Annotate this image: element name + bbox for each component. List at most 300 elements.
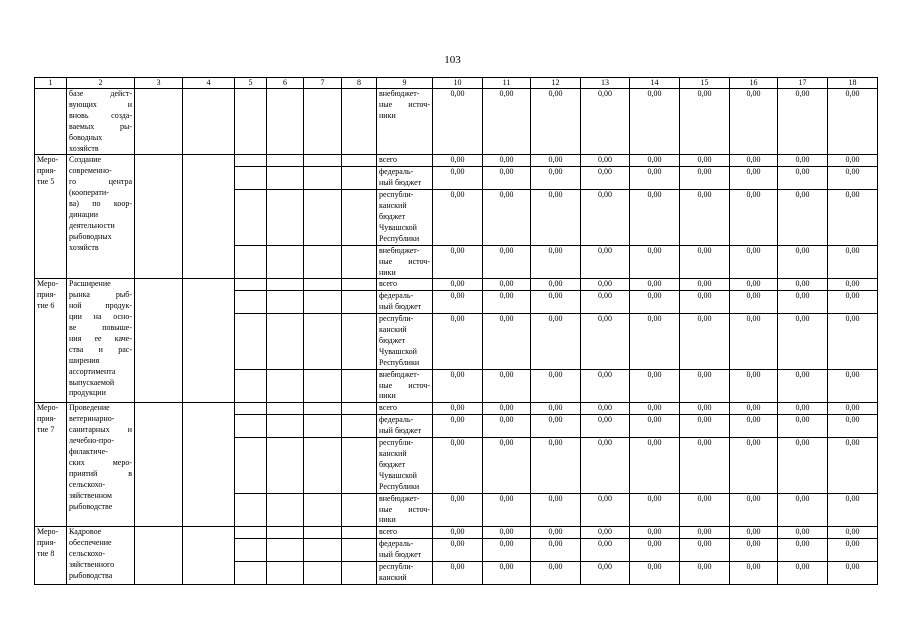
value-cell: 0,00 bbox=[433, 562, 483, 585]
measure-name-line: ния ее каче- bbox=[69, 333, 132, 343]
value-cell: 0,00 bbox=[778, 291, 828, 314]
value-cell: 0,00 bbox=[433, 89, 483, 155]
value-cell: 0,00 bbox=[581, 245, 630, 279]
value-cell: 0,00 bbox=[828, 369, 878, 403]
value-cell: 0,00 bbox=[581, 155, 630, 167]
source-empty-cell bbox=[304, 369, 342, 403]
value-cell: 0,00 bbox=[680, 314, 730, 370]
measure-name-line: ветеринарно- bbox=[69, 414, 115, 424]
source-empty-cell bbox=[304, 415, 342, 438]
value-cell: 0,00 bbox=[630, 527, 680, 539]
source-empty-cell bbox=[304, 190, 342, 246]
value-cell: 0,00 bbox=[730, 562, 778, 585]
source-empty-cell bbox=[267, 539, 304, 562]
col4-empty-cell bbox=[183, 279, 235, 403]
value-cell: 0,00 bbox=[531, 369, 581, 403]
value-cell: 0,00 bbox=[730, 527, 778, 539]
funding-source bbox=[377, 493, 433, 527]
source-empty-cell bbox=[304, 562, 342, 585]
measure-name-line: вновь созда- bbox=[69, 110, 132, 120]
source-empty-cell bbox=[304, 167, 342, 190]
measure-name-line: (кооперати- bbox=[69, 188, 109, 198]
value-cell: 0,00 bbox=[730, 291, 778, 314]
funding-source-line: ные источ- bbox=[379, 256, 430, 266]
value-cell: 0,00 bbox=[531, 539, 581, 562]
source-empty-cell bbox=[342, 155, 377, 167]
value-cell: 0,00 bbox=[433, 403, 483, 415]
measure-name-line: лечебно-про- bbox=[69, 436, 114, 446]
value-cell: 0,00 bbox=[680, 245, 730, 279]
source-empty-cell bbox=[235, 155, 267, 167]
value-cell: 0,00 bbox=[828, 493, 878, 527]
source-empty-cell bbox=[267, 291, 304, 314]
col4-empty-cell bbox=[183, 155, 235, 279]
value-cell: 0,00 bbox=[531, 403, 581, 415]
funding-source-line: всего bbox=[379, 527, 398, 537]
column-number: 6 bbox=[267, 78, 304, 89]
value-cell: 0,00 bbox=[778, 245, 828, 279]
measure-name-line: деятельности bbox=[69, 220, 115, 230]
measure-name-line: хозяйств bbox=[69, 143, 99, 153]
value-cell: 0,00 bbox=[778, 369, 828, 403]
funding-source-line: федераль- bbox=[379, 415, 414, 425]
column-number: 5 bbox=[235, 78, 267, 89]
funding-source-line: Чувашской bbox=[379, 346, 417, 356]
value-cell: 0,00 bbox=[778, 562, 828, 585]
source-empty-cell bbox=[304, 314, 342, 370]
value-cell: 0,00 bbox=[730, 539, 778, 562]
measure-name bbox=[67, 155, 135, 279]
value-cell: 0,00 bbox=[433, 527, 483, 539]
value-cell: 0,00 bbox=[581, 539, 630, 562]
value-cell: 0,00 bbox=[730, 89, 778, 155]
value-cell: 0,00 bbox=[483, 493, 531, 527]
funding-source-line: Чувашской bbox=[379, 222, 417, 232]
value-cell: 0,00 bbox=[730, 245, 778, 279]
value-cell: 0,00 bbox=[828, 245, 878, 279]
value-cell: 0,00 bbox=[581, 279, 630, 291]
funding-source-line: федераль- bbox=[379, 291, 414, 301]
funding-source-line: ники bbox=[379, 267, 396, 277]
funding-source-line: ники bbox=[379, 391, 396, 401]
value-cell: 0,00 bbox=[730, 415, 778, 438]
value-cell: 0,00 bbox=[730, 190, 778, 246]
value-cell: 0,00 bbox=[531, 167, 581, 190]
source-empty-cell bbox=[304, 403, 342, 415]
measure-name-line: рынка рыб- bbox=[69, 290, 132, 300]
funding-source-line: канский bbox=[379, 325, 407, 335]
measure-name-line: ских меро- bbox=[69, 457, 132, 467]
column-number: 14 bbox=[630, 78, 680, 89]
value-cell: 0,00 bbox=[828, 562, 878, 585]
source-empty-cell bbox=[235, 493, 267, 527]
value-cell: 0,00 bbox=[581, 314, 630, 370]
value-cell: 0,00 bbox=[778, 438, 828, 494]
column-number: 12 bbox=[531, 78, 581, 89]
value-cell: 0,00 bbox=[483, 527, 531, 539]
value-cell: 0,00 bbox=[483, 155, 531, 167]
value-cell: 0,00 bbox=[828, 403, 878, 415]
measure-name-line: выпускаемой bbox=[69, 377, 115, 387]
measure-label-line: прия- bbox=[37, 166, 56, 176]
source-empty-cell bbox=[304, 438, 342, 494]
column-number: 7 bbox=[304, 78, 342, 89]
value-cell: 0,00 bbox=[630, 314, 680, 370]
value-cell: 0,00 bbox=[630, 245, 680, 279]
funding-source-line: канский bbox=[379, 572, 407, 582]
col3-empty-cell bbox=[135, 403, 183, 527]
value-cell: 0,00 bbox=[630, 369, 680, 403]
measure-label bbox=[35, 403, 67, 527]
measure-label bbox=[35, 89, 67, 155]
measure-name-line: ства и рас- bbox=[69, 344, 132, 354]
source-empty-cell bbox=[304, 245, 342, 279]
value-cell: 0,00 bbox=[630, 190, 680, 246]
funding-source-line: ный бюджет bbox=[379, 302, 422, 312]
source-empty-cell bbox=[267, 245, 304, 279]
value-cell: 0,00 bbox=[433, 539, 483, 562]
source-empty-cell bbox=[267, 369, 304, 403]
value-cell: 0,00 bbox=[483, 415, 531, 438]
measure-name-line: рыбоводных bbox=[69, 231, 112, 241]
source-empty-cell bbox=[342, 279, 377, 291]
funding-source bbox=[377, 527, 433, 539]
value-cell: 0,00 bbox=[433, 493, 483, 527]
measure-name bbox=[67, 89, 135, 155]
value-cell: 0,00 bbox=[680, 190, 730, 246]
col4-empty-cell bbox=[183, 403, 235, 527]
value-cell: 0,00 bbox=[483, 245, 531, 279]
value-cell: 0,00 bbox=[680, 415, 730, 438]
value-cell: 0,00 bbox=[630, 415, 680, 438]
measure-name-line: ширения bbox=[69, 355, 100, 365]
value-cell: 0,00 bbox=[730, 279, 778, 291]
value-cell: 0,00 bbox=[828, 167, 878, 190]
measure-name-line: санитарных и bbox=[69, 425, 132, 435]
page-number: 103 bbox=[444, 54, 461, 66]
measure-row bbox=[35, 279, 878, 291]
funding-source bbox=[377, 438, 433, 494]
value-cell: 0,00 bbox=[680, 89, 730, 155]
value-cell: 0,00 bbox=[680, 291, 730, 314]
measure-label-line: Меро- bbox=[37, 527, 59, 537]
source-empty-cell bbox=[235, 415, 267, 438]
measure-label bbox=[35, 279, 67, 403]
value-cell: 0,00 bbox=[581, 89, 630, 155]
measure-label-line: прия- bbox=[37, 538, 56, 548]
value-cell: 0,00 bbox=[730, 403, 778, 415]
measure-label-line: Меро- bbox=[37, 403, 59, 413]
value-cell: 0,00 bbox=[630, 155, 680, 167]
measure-label-line: тие 8 bbox=[37, 549, 55, 559]
value-cell: 0,00 bbox=[778, 527, 828, 539]
source-empty-cell bbox=[235, 369, 267, 403]
value-cell: 0,00 bbox=[680, 155, 730, 167]
value-cell: 0,00 bbox=[483, 314, 531, 370]
column-number: 9 bbox=[377, 78, 433, 89]
measure-label-line: тие 5 bbox=[37, 177, 55, 187]
measure-name-line: базе дейст- bbox=[69, 89, 132, 98]
funding-source bbox=[377, 562, 433, 585]
value-cell: 0,00 bbox=[630, 562, 680, 585]
value-cell: 0,00 bbox=[730, 314, 778, 370]
measure-row bbox=[35, 527, 878, 539]
measure-name-line: рыбоводстве bbox=[69, 501, 113, 511]
measure-name-line: боводных bbox=[69, 132, 103, 142]
funding-source-line: республи- bbox=[379, 314, 414, 324]
value-cell: 0,00 bbox=[778, 493, 828, 527]
measure-name-line: зяйственном bbox=[69, 490, 112, 500]
funding-source-line: Республики bbox=[379, 481, 420, 491]
value-cell: 0,00 bbox=[630, 438, 680, 494]
source-empty-cell bbox=[267, 314, 304, 370]
funding-source bbox=[377, 245, 433, 279]
source-empty-cell bbox=[235, 291, 267, 314]
funding-source-line: республи- bbox=[379, 562, 414, 572]
value-cell: 0,00 bbox=[433, 291, 483, 314]
funding-source-line: всего bbox=[379, 155, 398, 165]
funding-source bbox=[377, 190, 433, 246]
cont-empty-cell bbox=[342, 89, 377, 155]
column-number: 2 bbox=[67, 78, 135, 89]
col3-empty-cell bbox=[135, 155, 183, 279]
measure-label-line: прия- bbox=[37, 290, 56, 300]
value-cell: 0,00 bbox=[730, 155, 778, 167]
value-cell: 0,00 bbox=[680, 403, 730, 415]
measure-name bbox=[67, 279, 135, 403]
column-number: 1 bbox=[35, 78, 67, 89]
measure-name-line: го центра bbox=[69, 177, 132, 187]
value-cell: 0,00 bbox=[828, 155, 878, 167]
measure-label-line: Меро- bbox=[37, 279, 59, 289]
value-cell: 0,00 bbox=[680, 562, 730, 585]
value-cell: 0,00 bbox=[483, 369, 531, 403]
value-cell: 0,00 bbox=[433, 415, 483, 438]
funding-source bbox=[377, 155, 433, 167]
value-cell: 0,00 bbox=[581, 562, 630, 585]
funding-source-line: ные источ- bbox=[379, 504, 430, 514]
value-cell: 0,00 bbox=[581, 190, 630, 246]
value-cell: 0,00 bbox=[828, 438, 878, 494]
value-cell: 0,00 bbox=[778, 190, 828, 246]
source-empty-cell bbox=[235, 539, 267, 562]
measure-name-line: ваемых ры- bbox=[69, 121, 132, 131]
value-cell: 0,00 bbox=[531, 438, 581, 494]
source-empty-cell bbox=[342, 493, 377, 527]
source-empty-cell bbox=[235, 279, 267, 291]
measure-name-line: хозяйств bbox=[69, 242, 99, 252]
value-cell: 0,00 bbox=[828, 190, 878, 246]
value-cell: 0,00 bbox=[630, 167, 680, 190]
source-empty-cell bbox=[342, 415, 377, 438]
value-cell: 0,00 bbox=[483, 562, 531, 585]
measure-name-line: Расширение bbox=[69, 279, 111, 289]
measure-label-line: прия- bbox=[37, 414, 56, 424]
value-cell: 0,00 bbox=[778, 155, 828, 167]
value-cell: 0,00 bbox=[730, 167, 778, 190]
source-empty-cell bbox=[342, 527, 377, 539]
funding-source-line: ники bbox=[379, 515, 396, 525]
funding-source-line: канский bbox=[379, 201, 407, 211]
funding-source-line: ные источ- bbox=[379, 380, 430, 390]
value-cell: 0,00 bbox=[483, 190, 531, 246]
funding-source-line: канский bbox=[379, 449, 407, 458]
value-cell: 0,00 bbox=[778, 415, 828, 438]
funding-source-line: ный бюджет bbox=[379, 426, 422, 436]
source-empty-cell bbox=[342, 369, 377, 403]
value-cell: 0,00 bbox=[778, 279, 828, 291]
measure-name-line: современно- bbox=[69, 166, 112, 176]
measure-name-line: зяйственного bbox=[69, 560, 115, 570]
source-empty-cell bbox=[267, 527, 304, 539]
source-empty-cell bbox=[267, 279, 304, 291]
source-empty-cell bbox=[267, 190, 304, 246]
value-cell: 0,00 bbox=[581, 438, 630, 494]
funding-source-line: республи- bbox=[379, 438, 414, 448]
measure-name-line: ции на осно- bbox=[69, 312, 132, 322]
funding-source bbox=[377, 279, 433, 291]
column-number: 8 bbox=[342, 78, 377, 89]
measure-name-line: Проведение bbox=[69, 403, 110, 413]
value-cell: 0,00 bbox=[433, 190, 483, 246]
source-empty-cell bbox=[235, 167, 267, 190]
value-cell: 0,00 bbox=[433, 314, 483, 370]
measure-name-line: Создание bbox=[69, 155, 102, 165]
column-number: 13 bbox=[581, 78, 630, 89]
funding-source-line: всего bbox=[379, 403, 398, 413]
value-cell: 0,00 bbox=[581, 403, 630, 415]
value-cell: 0,00 bbox=[730, 493, 778, 527]
measure-name-line: сельскохо- bbox=[69, 479, 106, 489]
value-cell: 0,00 bbox=[531, 89, 581, 155]
value-cell: 0,00 bbox=[630, 279, 680, 291]
value-cell: 0,00 bbox=[531, 415, 581, 438]
measure-label-line: Меро- bbox=[37, 155, 59, 165]
value-cell: 0,00 bbox=[828, 291, 878, 314]
value-cell: 0,00 bbox=[778, 314, 828, 370]
measure-name-line: ной продук- bbox=[69, 301, 132, 311]
measure-row bbox=[35, 403, 878, 415]
source-empty-cell bbox=[342, 403, 377, 415]
value-cell: 0,00 bbox=[630, 89, 680, 155]
value-cell: 0,00 bbox=[581, 291, 630, 314]
source-empty-cell bbox=[235, 314, 267, 370]
measure-row bbox=[35, 155, 878, 167]
value-cell: 0,00 bbox=[483, 403, 531, 415]
source-empty-cell bbox=[342, 291, 377, 314]
measure-label bbox=[35, 155, 67, 279]
measure-name-line: обеспечение bbox=[69, 538, 112, 548]
funding-source-line: Республики bbox=[379, 233, 420, 243]
value-cell: 0,00 bbox=[680, 369, 730, 403]
source-empty-cell bbox=[342, 245, 377, 279]
column-number: 18 bbox=[828, 78, 878, 89]
funding-source-line: Республики bbox=[379, 357, 420, 367]
value-cell: 0,00 bbox=[483, 167, 531, 190]
funding-source bbox=[377, 539, 433, 562]
value-cell: 0,00 bbox=[483, 291, 531, 314]
value-cell: 0,00 bbox=[828, 314, 878, 370]
value-cell: 0,00 bbox=[433, 369, 483, 403]
measure-name-line: ассортимента bbox=[69, 366, 116, 376]
source-empty-cell bbox=[267, 438, 304, 494]
value-cell: 0,00 bbox=[730, 369, 778, 403]
value-cell: 0,00 bbox=[630, 291, 680, 314]
value-cell: 0,00 bbox=[483, 539, 531, 562]
value-cell: 0,00 bbox=[630, 539, 680, 562]
funding-source bbox=[377, 167, 433, 190]
column-number: 11 bbox=[483, 78, 531, 89]
value-cell: 0,00 bbox=[433, 279, 483, 291]
value-cell: 0,00 bbox=[828, 539, 878, 562]
value-cell: 0,00 bbox=[680, 493, 730, 527]
cont-empty-cell bbox=[235, 89, 267, 155]
value-cell: 0,00 bbox=[630, 493, 680, 527]
measure-name-line: продукции bbox=[69, 388, 106, 398]
value-cell: 0,00 bbox=[778, 539, 828, 562]
source-empty-cell bbox=[267, 155, 304, 167]
funding-source bbox=[377, 89, 433, 155]
value-cell: 0,00 bbox=[828, 89, 878, 155]
measure-name-line: сельскохо- bbox=[69, 549, 106, 559]
value-cell: 0,00 bbox=[828, 415, 878, 438]
value-cell: 0,00 bbox=[433, 155, 483, 167]
value-cell: 0,00 bbox=[483, 438, 531, 494]
funding-source-line: федераль- bbox=[379, 167, 414, 177]
funding-source-line: бюджет bbox=[379, 459, 406, 469]
measure-name-line: Кадровое bbox=[69, 527, 102, 537]
funding-source-line: внебюджет- bbox=[379, 89, 420, 98]
funding-source-line: внебюджет- bbox=[379, 369, 420, 379]
funding-source-line: бюджет bbox=[379, 335, 406, 345]
column-number: 10 bbox=[433, 78, 483, 89]
cont-empty-cell bbox=[183, 89, 235, 155]
measure-name-line: вующих и bbox=[69, 99, 132, 109]
measure-name bbox=[67, 403, 135, 527]
value-cell: 0,00 bbox=[680, 167, 730, 190]
measure-label-line: тие 7 bbox=[37, 425, 55, 435]
source-empty-cell bbox=[304, 493, 342, 527]
measure-label bbox=[35, 527, 67, 585]
source-empty-cell bbox=[304, 291, 342, 314]
cont-empty-cell bbox=[135, 89, 183, 155]
funding-source-line: Чувашской bbox=[379, 470, 417, 480]
funding-source bbox=[377, 403, 433, 415]
funding-source-line: ный бюджет bbox=[379, 178, 422, 188]
source-empty-cell bbox=[235, 562, 267, 585]
value-cell: 0,00 bbox=[581, 369, 630, 403]
value-cell: 0,00 bbox=[680, 438, 730, 494]
source-empty-cell bbox=[304, 527, 342, 539]
value-cell: 0,00 bbox=[483, 89, 531, 155]
value-cell: 0,00 bbox=[531, 245, 581, 279]
value-cell: 0,00 bbox=[483, 279, 531, 291]
funding-source-line: ные источ- bbox=[379, 99, 430, 109]
source-empty-cell bbox=[235, 245, 267, 279]
source-empty-cell bbox=[342, 314, 377, 370]
source-empty-cell bbox=[342, 438, 377, 494]
col4-empty-cell bbox=[183, 527, 235, 585]
measure-name-line: ва) по коор- bbox=[69, 199, 132, 209]
value-cell: 0,00 bbox=[531, 493, 581, 527]
value-cell: 0,00 bbox=[433, 438, 483, 494]
funding-source-line: внебюджет- bbox=[379, 245, 420, 255]
measure-name-line: динации bbox=[69, 209, 99, 219]
funding-source-line: ники bbox=[379, 110, 396, 120]
column-number: 15 bbox=[680, 78, 730, 89]
value-cell: 0,00 bbox=[581, 527, 630, 539]
source-empty-cell bbox=[267, 493, 304, 527]
